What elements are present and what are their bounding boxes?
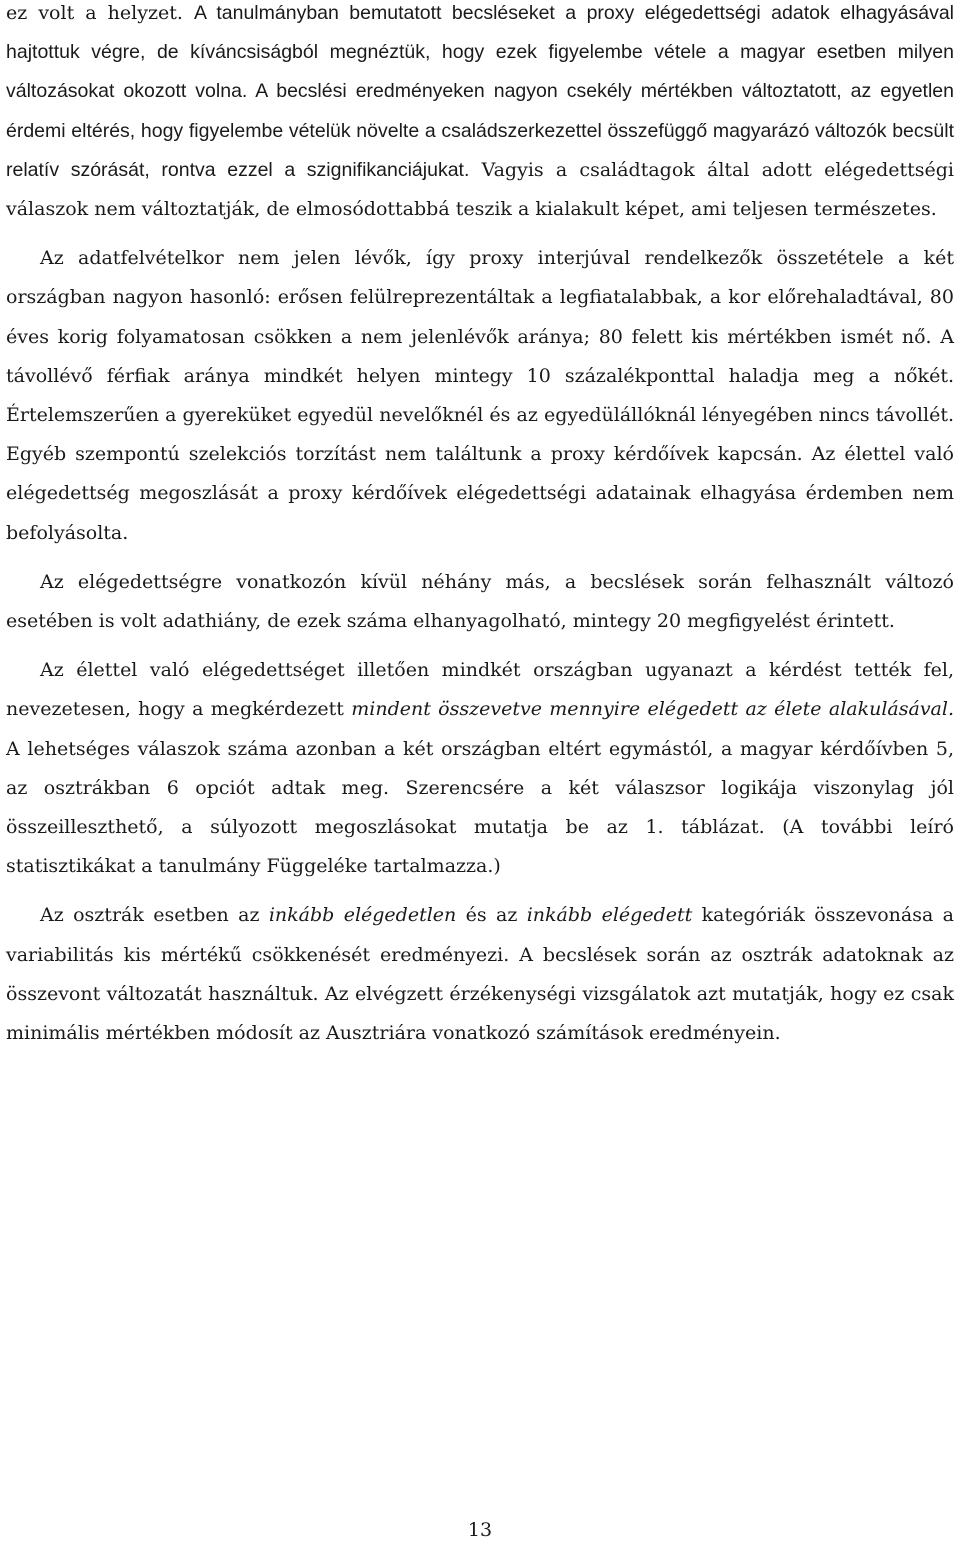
paragraph-4: [6, 651, 954, 886]
paragraph-5-category-2-italic: inkább elégedett: [526, 904, 693, 927]
paragraph-5-tail: kategóriák összevonása a variabilitás kis mértékű csökkenését eredményezi. A becslések során az osztrák adatoknak az összevont változatát használtuk. Az elvégzett érzékenységi vizsgálatok azt mutatják, hogy ez csak minimális mértékben módosít az Ausztriára vonatkozó számítások eredményein.: [6, 904, 955, 1045]
paragraph-3: Az elégedettségre vonatkozón kívül néhány más, a becslések során felhasznált változó esetében is volt adathiány, de ezek száma elhanyagolható, mintegy 20 megfigyelést érintett.: [6, 570, 954, 633]
paragraph-5: [6, 896, 954, 1053]
page-number: 13: [467, 1519, 493, 1541]
document-page: [6, 0, 954, 1053]
paragraph-4-question-italic: mindent összevetve mennyire elégedett az élete alakulásával.: [351, 698, 955, 721]
paragraph-5-conjunction: és az: [456, 904, 527, 927]
paragraph-5-category-1-italic: inkább elégedetlen: [268, 904, 457, 927]
paragraph-5-lead: Az osztrák esetben az: [40, 904, 269, 927]
paragraph-1-tail: Vagyis a családtagok által adott elégedettségi válaszok nem változtatják, de elmosódottabbá teszik a kialakult képet, ami teljesen természetes.: [6, 158, 954, 221]
paragraph-4-lead: Az élettel való elégedettséget illetően mindkét országban ugyanazt a kérdést tették fel, nevezetesen, hogy a megkérdezett: [6, 659, 954, 721]
paragraph-1-body: A tanulmányban bemutatott becsléseket a proxy elégedettségi adatok elhagyásával hajtottuk végre, de kíváncsiságból megnéztük, hogy ezek figyelembe vétele a magyar esetben milyen változásokat okozott volna. A becslési eredményeken nagyon csekély mértékben változtatott, az egyetlen érdemi eltérés, hogy figyelembe vételük növelte a családszerkezettel összefüggő magyarázó változók becsült relatív szórását, rontva ezzel a szignifikanciájukat.: [6, 2, 954, 181]
paragraph-4-tail: A lehetséges válaszok száma azonban a két országban eltért egymástól, a magyar kérdőívben 5, az osztrákban 6 opciót adtak meg. Szerencsére a két válaszsor logikája viszonylag jól összeilleszthető, a súlyozott megoszlásokat mutatja be az 1. táblázat. (A további leíró statisztikákat a tanulmány Függeléke tartalmazza.): [6, 737, 954, 878]
paragraph-2: Az adatfelvételkor nem jelen lévők, így proxy interjúval rendelkezők összetétele a két országban nagyon hasonló: erősen felülreprezentáltak a legfiatalabbak, a kor előrehaladtával, 80 éves korig folyamatosan csökken a nem jelenlévők aránya; 80 felett kis mértékben ismét nő. A távollévő férfiak aránya mindkét helyen mintegy 10 százalékponttal haladja meg a nőkét. Értelemszerűen a gyereküket egyedül nevelőknél és az egyedülállóknál lényegében nincs távollét. Egyéb szempontú szelekciós torzítást nem találtunk a proxy kérdőívek kapcsán. Az élettel való elégedettség megoszlását a proxy kérdőívek elégedettségi adatainak elhagyása érdemben nem befolyásolta.: [6, 247, 954, 544]
paragraph-1-lead: ez volt a helyzet.: [6, 2, 194, 24]
paragraph-1: [6, 0, 954, 229]
